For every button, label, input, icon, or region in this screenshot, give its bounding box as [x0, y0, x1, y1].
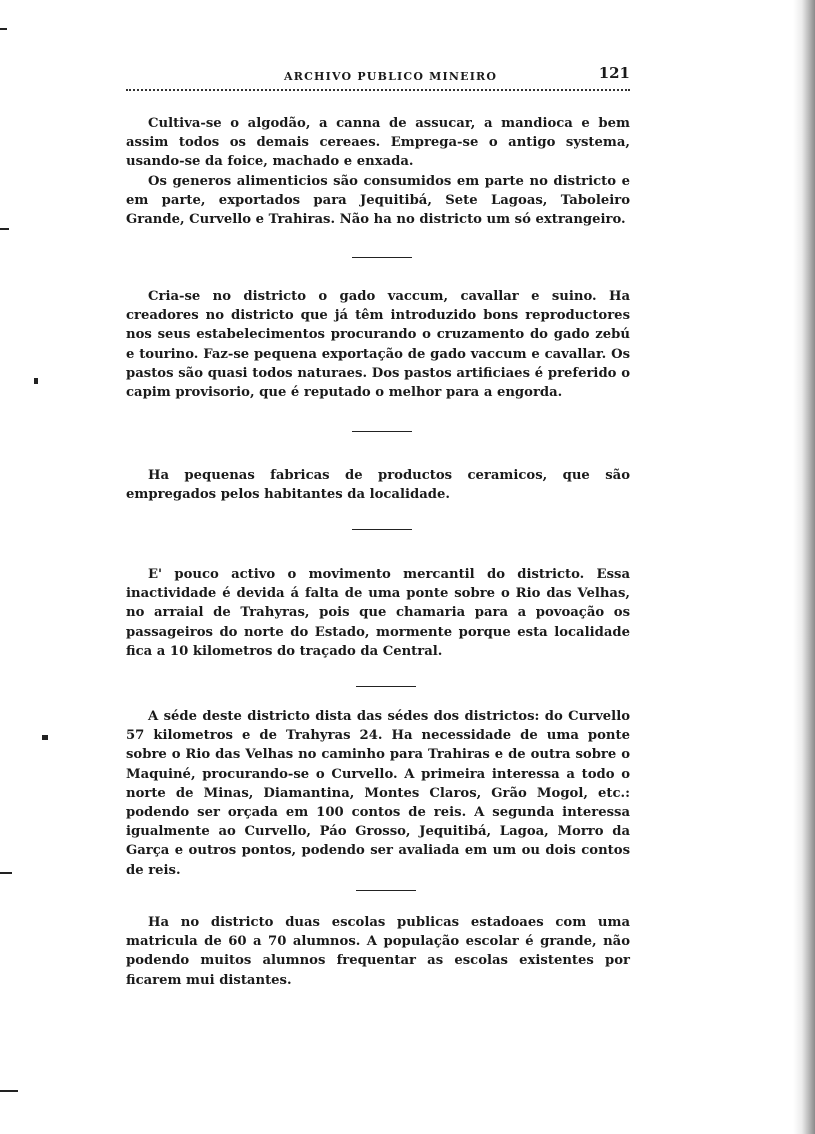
margin-mark [0, 1090, 18, 1092]
section-divider [356, 890, 416, 891]
paragraph: Os generos alimenticios são consumidos em parte no districto e em parte, exportados para Jequitibá, Sete Lagoas, Taboleiro Grande, Curvello e Trahiras. Não ha no districto um só extrangeiro. [126, 174, 630, 228]
section-divider [352, 431, 412, 432]
margin-mark [0, 228, 9, 230]
section-divider [356, 686, 416, 687]
margin-mark [34, 378, 38, 384]
margin-mark [0, 872, 12, 874]
paragraph: A séde deste districto dista das sédes dos districtos: do Curvello 57 kilometros e de Trahyras 24. Ha necessidade de uma ponte sobre o Rio das Velhas no caminho para Trahiras e de outra sobre o Maquiné, procurando-se o Curvello. A primeira interessa a todo o norte de Minas, Diamantina, Montes Claros, Grão Mogol, etc.: podendo ser orçada em 100 contos de reis. A segunda interessa igualmente ao Curvello, Páo Grosso, Jequitibá, Lagoa, Morro da Garça e outros pontos, podendo ser avaliada em um ou dois contos de reis. [126, 709, 630, 878]
margin-mark [0, 28, 7, 30]
page-header [126, 60, 630, 92]
header-rule [126, 89, 630, 91]
margin-mark [42, 735, 48, 740]
paragraph: Ha no districto duas escolas publicas estadoaes com uma matricula de 60 a 70 alumnos. A população escolar é grande, não podendo muitos alumnos frequentar as escolas existentes por ficarem mui distantes. [126, 915, 630, 988]
section-divider [352, 529, 412, 530]
paragraph: Cultiva-se o algodão, a canna de assucar, a mandioca e bem assim todos os demais cereaes. Emprega-se o antigo systema, usando-se da foice, machado e enxada. [126, 116, 630, 170]
page-number: 121 [598, 64, 630, 82]
running-title: ARCHIVO PUBLICO MINEIRO [284, 70, 498, 83]
paragraph: E' pouco activo o movimento mercantil do districto. Essa inactividade é devida á falta de uma ponte sobre o Rio das Velhas, no arraial de Trahyras, pois que chamaria para a povoação os passageiros do norte do Estado, mormente porque esta localidade fica a 10 kilometros do traçado da Central. [126, 567, 630, 659]
paragraph: Cria-se no districto o gado vaccum, cavallar e suino. Ha creadores no districto que já têm introduzido bons reproductores nos seus estabelecimentos procurando o cruzamento do gado zebú e tourino. Faz-se pequena exportação de gado vaccum e cavallar. Os pastos são quasi todos naturaes. Dos pastos artificiaes é preferido o capim provisorio, que é reputado o melhor para a engorda. [126, 289, 630, 401]
paragraph: Ha pequenas fabricas de productos ceramicos, que são empregados pelos habitantes da localidade. [126, 468, 630, 503]
page-edge-shadow [793, 0, 815, 1134]
section-divider [352, 257, 412, 258]
